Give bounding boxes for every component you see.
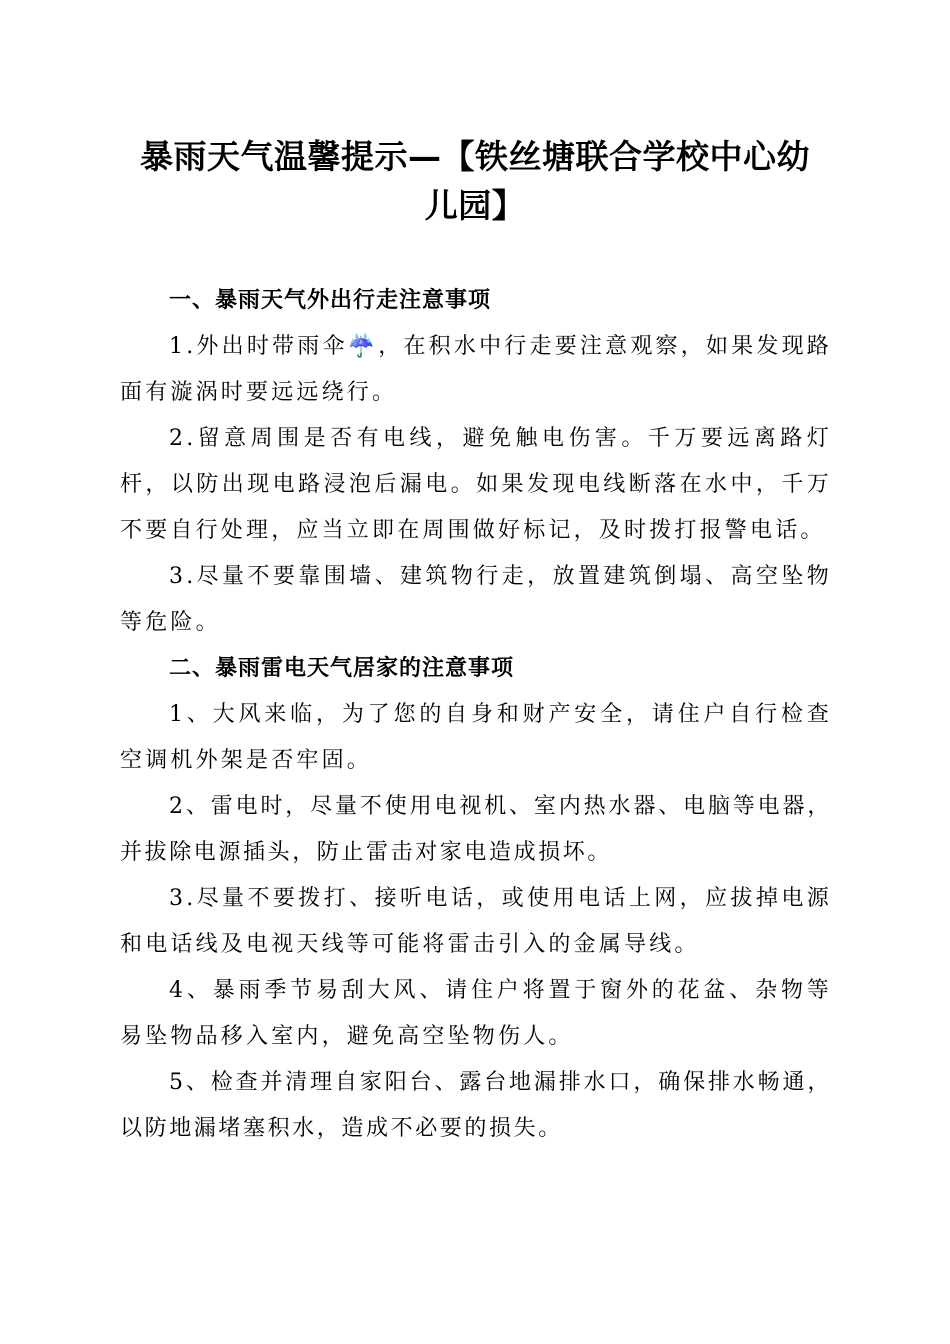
document-body	[120, 278, 832, 1152]
section-1-item-3: 3.尽量不要靠围墙、建筑物行走，放置建筑倒塌、高空坠物等危险。	[120, 564, 832, 635]
section-2-heading: 二、暴雨雷电天气居家的注意事项	[169, 656, 515, 681]
section-1-heading: 一、暴雨天气外出行走注意事项	[169, 288, 492, 313]
section-2-item-1: 1、大风来临，为了您的自身和财产安全，请住户自行检查空调机外架是否牢固。	[120, 702, 832, 773]
section-2-item-2: 2、雷电时，尽量不使用电视机、室内热水器、电脑等电器，并拔除电源插头，防止雷击对家电造成损坏。	[120, 794, 832, 865]
section-2-item-5: 5、检查并清理自家阳台、露台地漏排水口，确保排水畅通，以防地漏堵塞积水，造成不必要的损失。	[120, 1070, 832, 1141]
document-title-line-1: 暴雨天气温馨提示—【铁丝塘联合学校中心幼	[140, 137, 810, 176]
section-2-item-3: 3.尽量不要拨打、接听电话，或使用电话上网，应拔掉电源和电话线及电视天线等可能将雷击引入的金属导线。	[120, 886, 832, 957]
section-1-item-1: 1.外出时带雨伞☔，在积水中行走要注意观察，如果发现路面有漩涡时要远远绕行。	[120, 334, 832, 405]
document-title-line-2: 儿园】	[424, 186, 526, 225]
section-2-item-4: 4、暴雨季节易刮大风、请住户将置于窗外的花盆、杂物等易坠物品移入室内，避免高空坠物伤人。	[120, 978, 832, 1049]
section-1-item-2: 2.留意周围是否有电线，避免触电伤害。千万要远离路灯杆，以防出现电路浸泡后漏电。如果发现电线断落在水中，千万不要自行处理，应当立即在周围做好标记，及时拨打报警电话。	[120, 426, 832, 543]
document-title	[110, 132, 840, 230]
